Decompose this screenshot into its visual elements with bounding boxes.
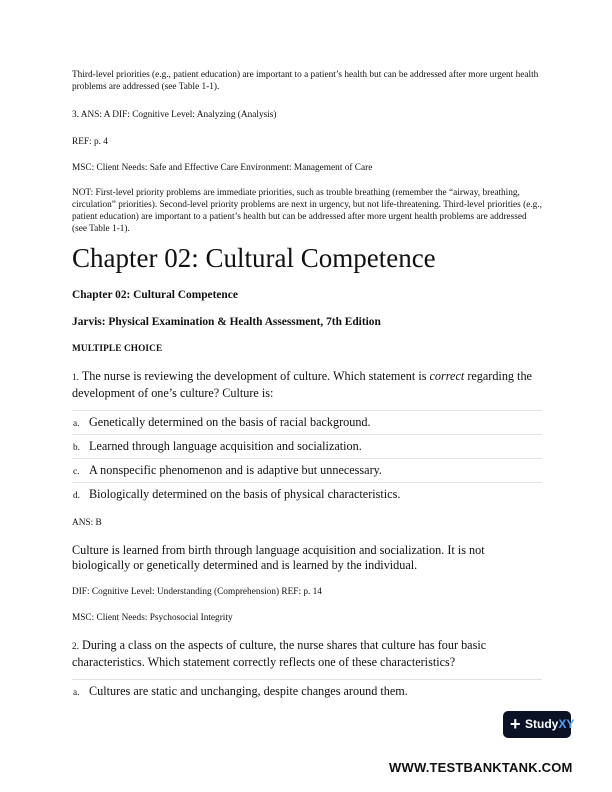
question-number: 2. xyxy=(72,642,79,652)
studyxy-logo-text: StudyXY xyxy=(525,717,575,731)
answer-option-c xyxy=(72,458,542,482)
question-number: 1. xyxy=(72,373,79,383)
answer-option-b xyxy=(72,434,542,458)
option-letter: a. xyxy=(73,688,80,698)
question-2-stem xyxy=(72,638,542,670)
plus-icon: + xyxy=(510,714,521,734)
question-stem-text: The nurse is reviewing the development of culture. Which statement is xyxy=(81,369,427,383)
answer-option-a-q2 xyxy=(72,679,542,703)
option-letter: a. xyxy=(73,419,80,429)
chapter-subtitle: Chapter 02: Cultural Competence xyxy=(72,289,238,301)
question-stem-text: During a class on the aspects of culture, the nurse shares that culture has four basic characteristics. Which statement correctly reflects one of these characteristics? xyxy=(72,638,487,669)
option-text: Learned through language acquisition and socialization. xyxy=(89,439,362,453)
option-text: Cultures are static and unchanging, despite changes around them. xyxy=(89,684,408,698)
client-needs-line-2: MSC: Client Needs: Psychosocial Integrity xyxy=(72,613,233,623)
option-text: Biologically determined on the basis of physical characteristics. xyxy=(89,487,401,501)
option-letter: d. xyxy=(73,491,80,501)
answer-option-a xyxy=(72,410,542,434)
studyxy-badge[interactable] xyxy=(503,711,575,738)
question-stem-text-2: regarding the development of one’s culture? Culture is: xyxy=(72,369,532,400)
option-letter: c. xyxy=(73,467,80,477)
book-title: Jarvis: Physical Examination & Health Assessment, 7th Edition xyxy=(72,316,381,328)
client-needs-line: MSC: Client Needs: Safe and Effective Care Environment: Management of Care xyxy=(72,163,373,173)
section-heading: MULTIPLE CHOICE xyxy=(72,344,163,354)
footer-website[interactable]: WWW.TESTBANKTANK.COM xyxy=(389,760,573,775)
answer-line: 3. ANS: A DIF: Cognitive Level: Analyzing (Analysis) xyxy=(72,110,277,120)
option-letter: b. xyxy=(73,443,80,453)
answer-key: ANS: B xyxy=(72,518,102,528)
reference-line: REF: p. 4 xyxy=(72,137,108,147)
question-stem-emphasis: correct xyxy=(429,369,465,383)
priority-note-paragraph: Third-level priorities (e.g., patient education) are important to a patient’s health but can be addressed after more urgent health problems are addressed (see Table 1-1). xyxy=(72,70,539,92)
difficulty-line: DIF: Cognitive Level: Understanding (Comprehension) REF: p. 14 xyxy=(72,587,322,597)
question-1-stem xyxy=(72,369,542,401)
answer-option-d xyxy=(72,482,542,506)
rationale-paragraph: Culture is learned from birth through language acquisition and socialization. It is not biologically or genetically determined and is learned by the individual. xyxy=(72,543,485,572)
option-text: A nonspecific phenomenon and is adaptive but unnecessary. xyxy=(89,463,382,477)
option-text: Genetically determined on the basis of racial background. xyxy=(89,415,371,429)
chapter-title: Chapter 02: Cultural Competence xyxy=(72,243,436,273)
note-paragraph: NOT: First-level priority problems are immediate priorities, such as trouble breathing (remember the “airway, breathing, circulation” priorities). Second-level priority problems are next in urgency, but not life-threatening. Third-level priorities (e.g., patient education) are important to a patient’s health but can be addressed after more urgent health problems are addressed (see Table 1-1). xyxy=(72,188,542,234)
